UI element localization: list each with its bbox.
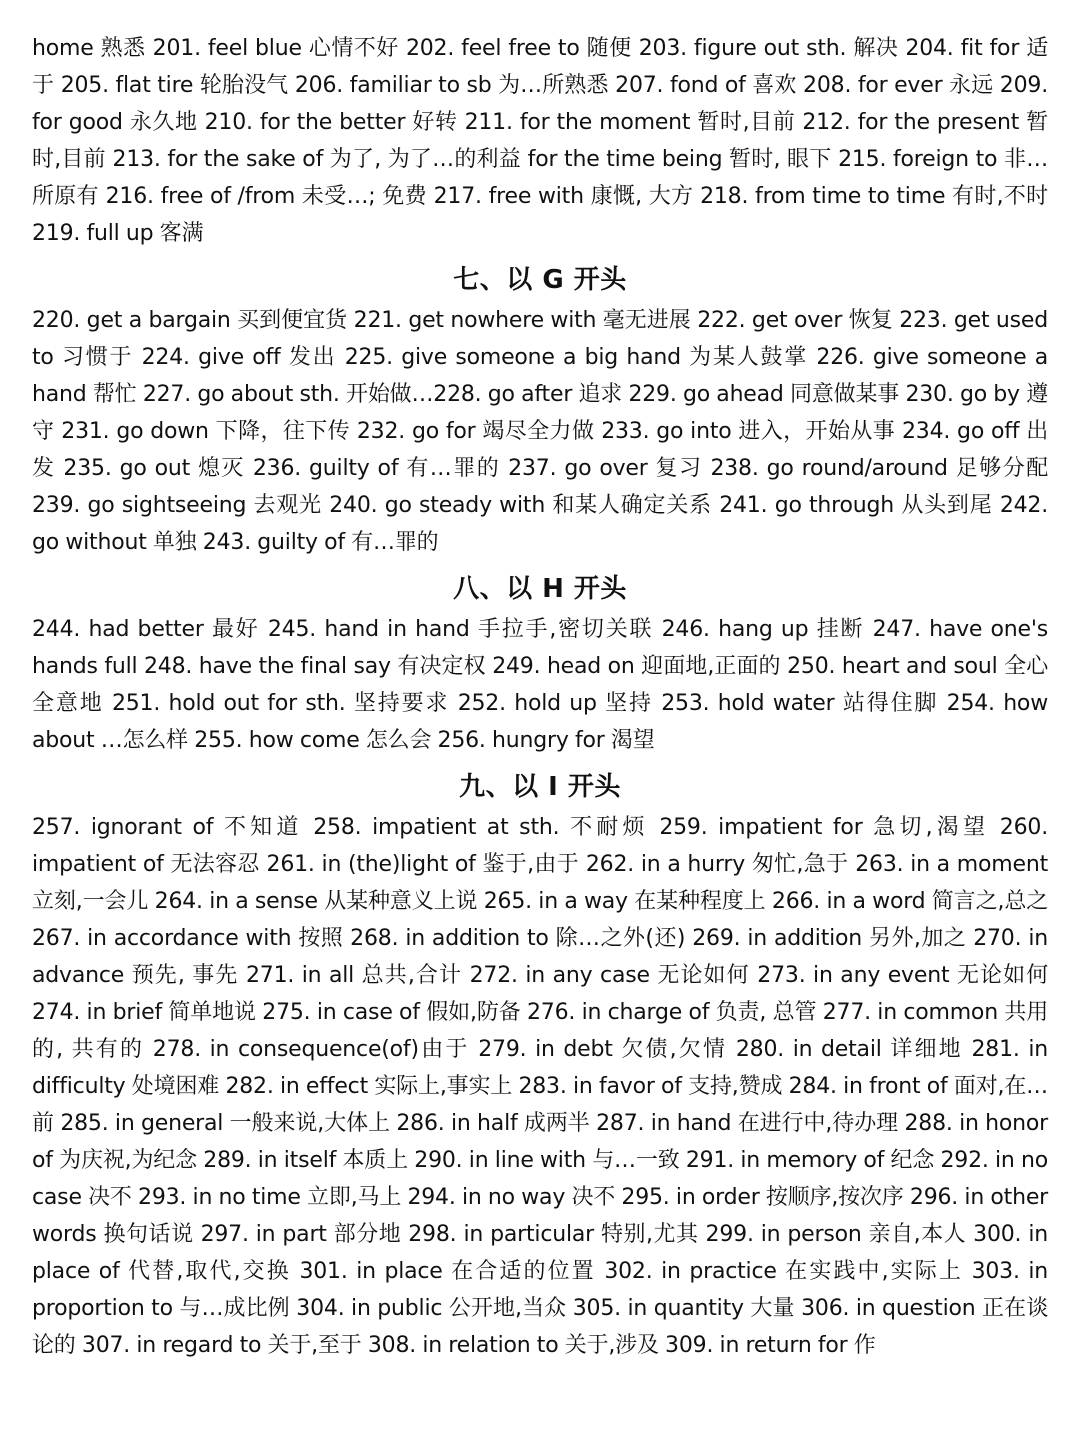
section-i-heading: 九、以 I 开头 (459, 772, 621, 802)
section-h-text: 244. had better 最好 245. hand in hand 手拉手,密切关联 246. hang up 挂断 247. have one's hands full 248. have the final say 有决定权 249. head on 迎面地,正面的 250. heart and soul 全心全意地 251. hold out for sth. 坚持要求 252. hold up 坚持 253. hold water 站得住脚 254. how about …怎么样 255. how come 怎么会 256. hungry for 渴望 (32, 617, 1048, 753)
section-i-text: 257. ignorant of 不知道 258. impatient at sth. 不耐烦 259. impatient for 急切,渴望 260. impatient of 无法容忍 261. in (the)light of 鉴于,由于 262. in a hurry 匆忙,急于 263. in a moment 立刻,一会儿 264. in a sense 从某种意义上说 265. in a way 在某种程度上 266. in a word 简言之,总之 267. in accordance with 按照 268. in addition to 除…之外(还) 269. in addition 另外,加之 270. in advance 预先, 事先 271. in all 总共,合计 272. in any case 无论如何 273. in any event 无论如何 274. in brief 简单地说 275. in case of 假如,防备 276. in charge of 负责, 总管 277. in common 共用的, 共有的 278. in consequence(of)由于 279. in debt 欠债,欠情 280. in detail 详细地 281. in difficulty 处境困难 282. in effect 实际上,事实上 283. in favor of 支持,赞成 284. in front of 面对,在…前 285. in general 一般来说,大体上 286. in half 成两半 287. in hand 在进行中,待办理 288. in honor of 为庆祝,为纪念 289. in itself 本质上 290. in line with 与…一致 291. in memory of 纪念 292. in no case 决不 293. in no time 立即,马上 294. in no way 决不 295. in order 按顺序,按次序 296. in other words 换句话说 297. in part 部分地 298. in particular 特别,尤其 299. in person 亲自,本人 300. in place of 代替,取代,交换 301. in place 在合适的位置 302. in practice 在实践中,实际上 303. in proportion to 与…成比例 304. in public 公开地,当众 305. in quantity 大量 306. in question 正在谈论的 307. in regard to 关于,至于 308. in relation to 关于,涉及 309. in return for 作 (32, 815, 1048, 1358)
section-f-continued-text: home 熟悉 201. feel blue 心情不好 202. feel free to 随便 203. figure out sth. 解决 204. fit for 适于 205. flat tire 轮胎没气 206. familiar to sb 为…所熟悉 207. fond of 喜欢 208. for ever 永远 209. for good 永久地 210. for the better 好转 211. for the moment 暂时,目前 212. for the present 暂时,目前 213. for the sake of 为了, 为了…的利益 for the time being 暂时, 眼下 215. foreign to 非…所原有 216. free of /from 未受…; 免费 217. free with 康慨, 大方 218. from time to time 有时,不时 219. full up 客满 (32, 36, 1048, 246)
section-g-heading: 七、以 G 开头 (453, 265, 627, 295)
section-g-text: 220. get a bargain 买到便宜货 221. get nowhere with 毫无进展 222. get over 恢复 223. get used to 习惯于 224. give off 发出 225. give someone a big hand 为某人鼓掌 226. give someone a hand 帮忙 227. go about sth. 开始做…228. go after 追求 229. go ahead 同意做某事 230. go by 遵守 231. go down 下降，往下传 232. go for 竭尽全力做 233. go into 进入，开始从事 234. go off 出发 235. go out 熄灭 236. guilty of 有…罪的 237. go over 复习 238. go round/around 足够分配 239. go sightseeing 去观光 240. go steady with 和某人确定关系 241. go through 从头到尾 242. go without 单独 243. guilty of 有…罪的 (32, 308, 1048, 555)
section-h-heading: 八、以 H 开头 (453, 574, 627, 604)
